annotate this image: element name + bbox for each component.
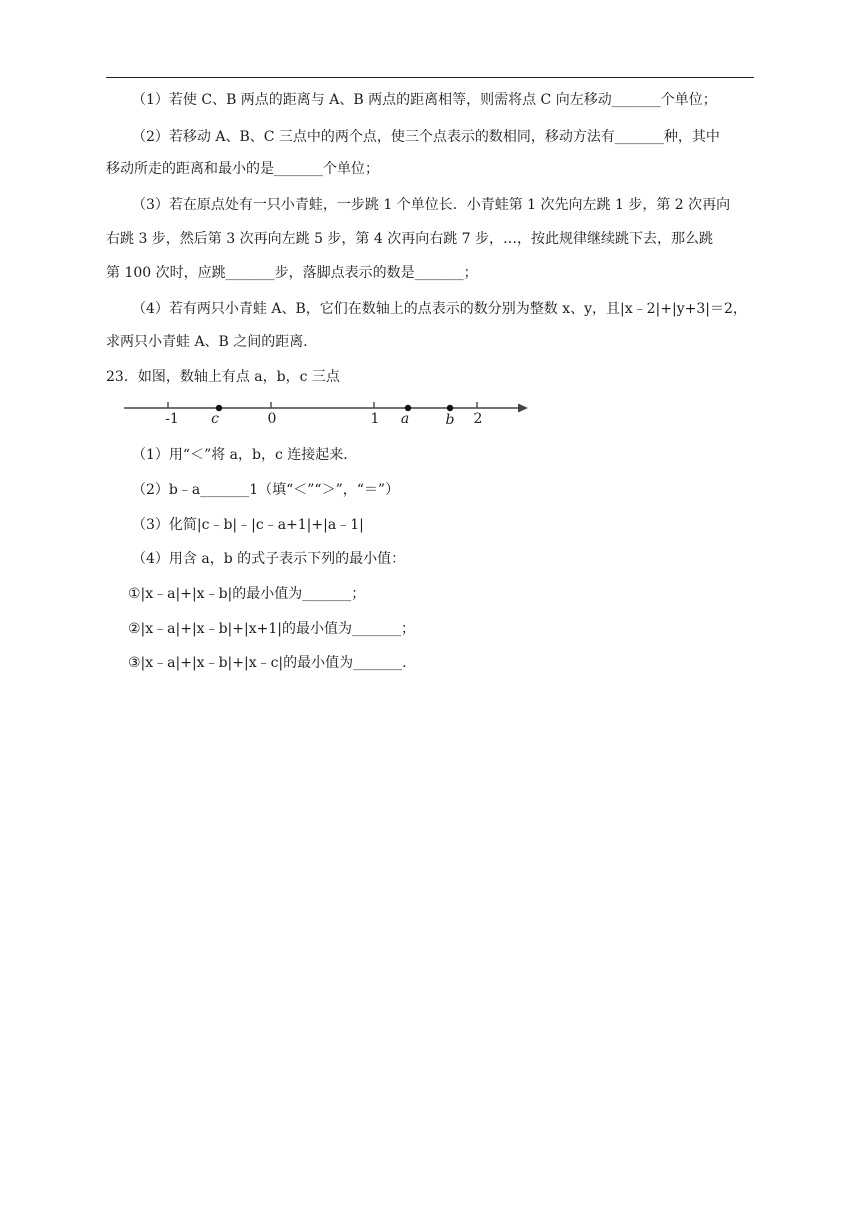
question-part-2-line-2: 移动所走的距离和最小的是_______个单位； (106, 161, 379, 177)
question-23-sub-2: （2）b﹣a_______1（填“＜”“＞”，“＝”） (132, 482, 400, 498)
question-23-sub-4: （4）用含 a，b 的式子表示下列的最小值： (132, 551, 406, 567)
number-line-figure (118, 392, 538, 426)
number-line-arrowhead (518, 404, 528, 413)
question-23-sub-4-1: ①|x﹣a|+|x﹣b|的最小值为_______； (128, 586, 366, 602)
question-23-sub-4-3: ③|x﹣a|+|x﹣b|+|x﹣c|的最小值为_______. (128, 655, 407, 671)
question-23-sub-4-2: ②|x﹣a|+|x﹣b|+|x+1|的最小值为_______； (128, 621, 415, 637)
point-label-b: b (445, 412, 455, 426)
point-label-a: a (400, 411, 410, 426)
point-b (447, 405, 453, 411)
question-part-1: （1）若使 C、B 两点的距离与 A、B 两点的距离相等，则需将点 C 向左移动_______个单位； (132, 92, 717, 108)
tick-label-minus-1: -1 (165, 411, 179, 426)
point-label-c: c (211, 411, 219, 426)
tick-label-1: 1 (370, 411, 380, 426)
number-line-svg (118, 392, 538, 426)
question-23-sub-1: （1）用“＜”将 a，b，c 连接起来． (132, 447, 358, 463)
question-23-title: 23．如图，数轴上有点 a，b，c 三点 (106, 369, 340, 385)
question-part-3-line-3: 第 100 次时，应跳_______步，落脚点表示的数是_______； (106, 265, 478, 281)
tick-label-2: 2 (473, 411, 483, 426)
question-part-2-line-1: （2）若移动 A、B、C 三点中的两个点，使三个点表示的数相同，移动方法有_______种，其中 (132, 129, 720, 145)
question-part-3-line-1: （3）若在原点处有一只小青蛙，一步跳 1 个单位长．小青蛙第 1 次先向左跳 1 步，第 2 次再向 (132, 197, 731, 213)
tick-label-0: 0 (267, 411, 277, 426)
question-part-3-line-2: 右跳 3 步，然后第 3 次再向左跳 5 步，第 4 次再向右跳 7 步，…，按此规律继续跳下去，那么跳 (106, 231, 714, 247)
question-23-sub-3: （3）化简|c﹣b|﹣|c﹣a+1|+|a﹣1| (132, 517, 364, 533)
question-part-4-line-1: （4）若有两只小青蛙 A、B，它们在数轴上的点表示的数分别为整数 x、y，且|x﹣2|+|y+3|＝2， (132, 301, 747, 317)
question-part-4-line-2: 求两只小青蛙 A、B 之间的距离． (106, 334, 318, 350)
header-rule (106, 77, 754, 78)
